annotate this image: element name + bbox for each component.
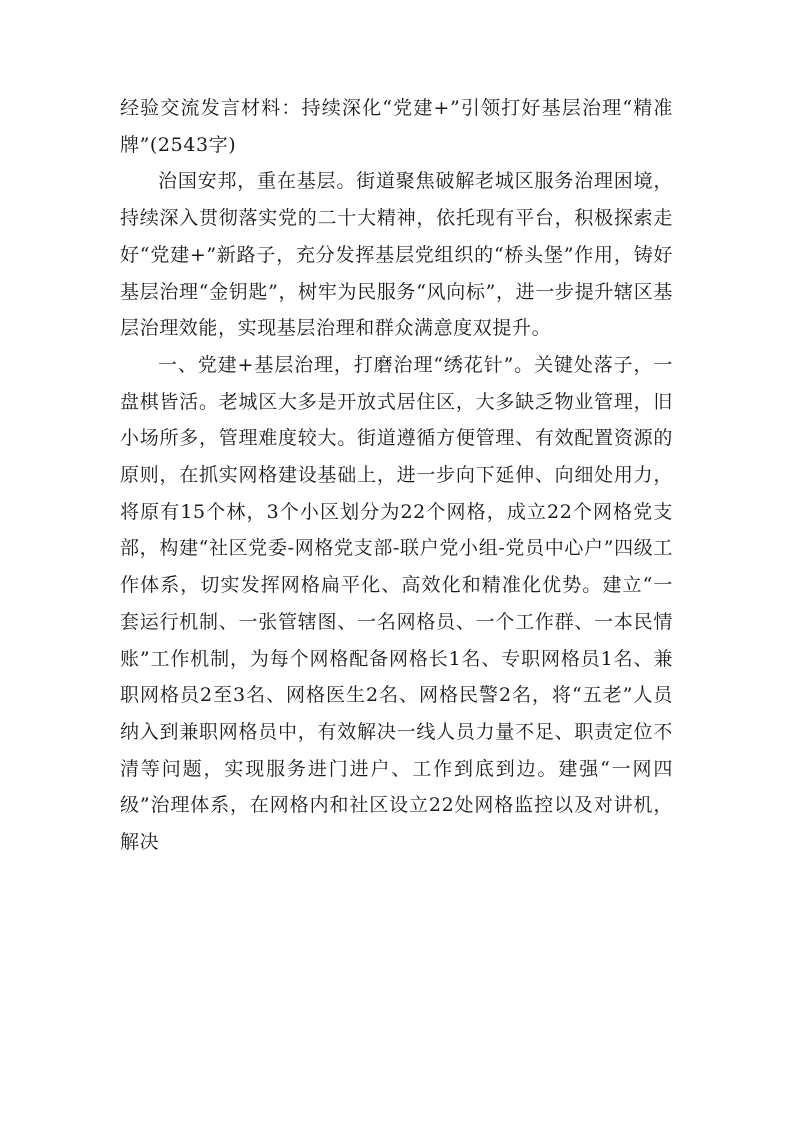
- paragraph-section-one: 一、党建+基层治理，打磨治理“绣花针”。关键处落子，一盘棋皆活。老城区大多是开放式居住区，大多缺乏物业管理，旧小场所多，管理难度较大。街道遵循方便管理、有效配置资源的原则，在抓实网格建设基础上，进一步向下延伸、向细处用力，将原有15个林，3个小区划分为22个网格，成立22个网格党支部，构建“社区党委-网格党支部-联户党小组-党员中心户”四级工作体系，切实发挥网格扁平化、高效化和精准化优势。建立“一套运行机制、一张管辖图、一名网格员、一个工作群、一本民情账”工作机制，为每个网格配备网格长1名、专职网格员1名、兼职网格员2至3名、网格医生2名、网格民警2名，将“五老”人员纳入到兼职网格员中，有效解决一线人员力量不足、职责定位不清等问题，实现服务进门进户、工作到底到边。建强“一网四级”治理体系，在网格内和社区设立22处网格监控以及对讲机，解决: [120, 353, 673, 854]
- document-body: [120, 90, 673, 861]
- document-title: 经验交流发言材料：持续深化“党建+”引领打好基层治理“精准牌”(2543字): [120, 97, 673, 156]
- paragraph-intro: 治国安邦，重在基层。街道聚焦破解老城区服务治理困境，持续深入贯彻落实党的二十大精神，依托现有平台，积极探索走好“党建+”新路子，充分发挥基层党组织的“桥头堡”作用，铸好基层治理“金钥匙”，树牢为民服务“风向标”，进一步提升辖区基层治理效能，实现基层治理和群众满意度双提升。: [120, 170, 673, 340]
